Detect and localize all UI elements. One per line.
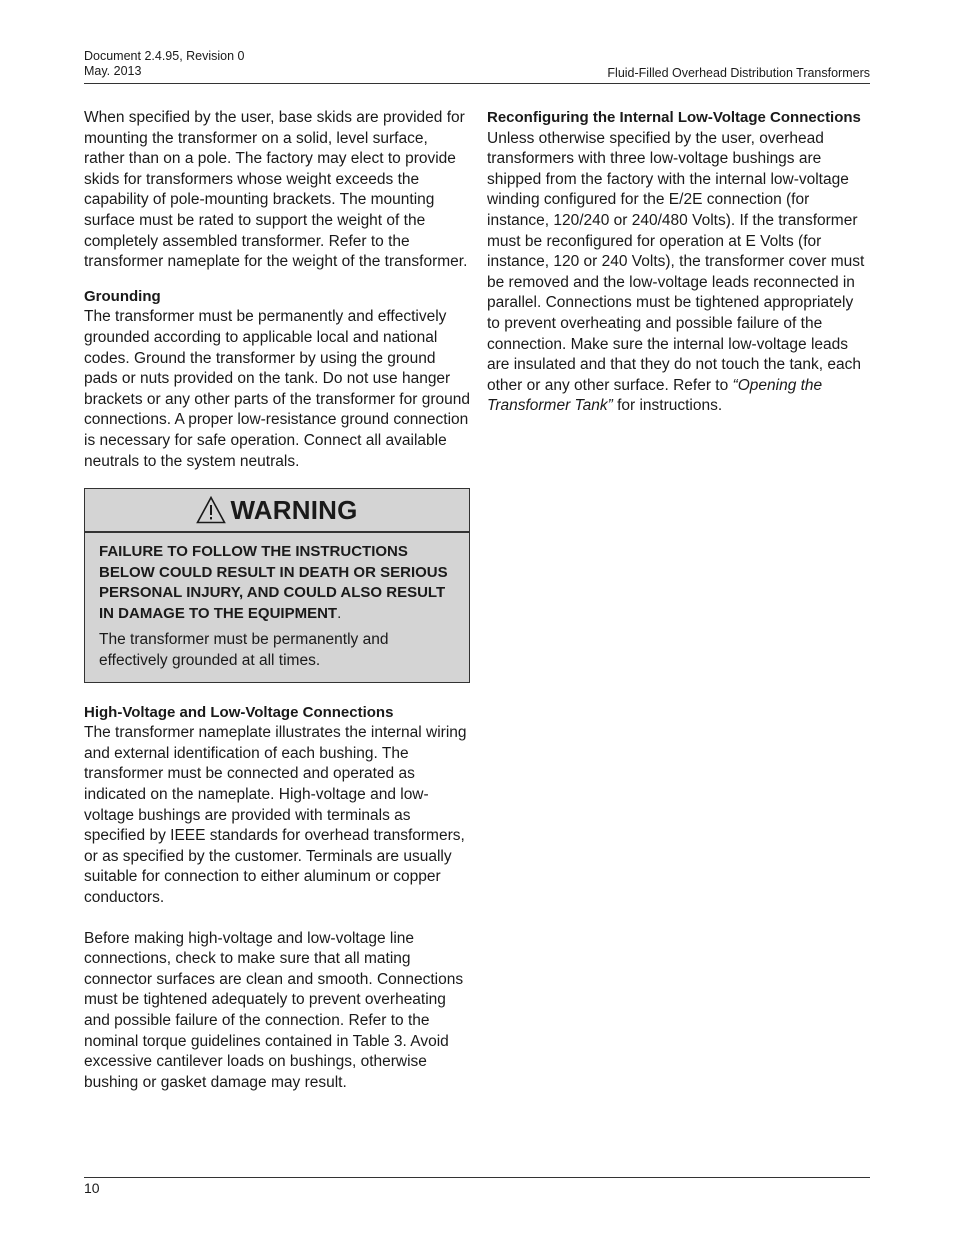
skids-paragraph: When specified by the user, base skids are provided for mounting the transformer on a solid, level surface, rather than on a pole. The factory may elect to provide skids for transformers whose weight exceeds the capability of pole-mounting brackets. The mounting surface must be rated to support the weight of the completely assembled transformer. Refer to the transformer nameplate for the weight of the transformer. <box>84 109 468 271</box>
grounding-heading: Grounding <box>84 287 161 305</box>
warning-box <box>84 488 470 683</box>
hv-lv-paragraph-2: Before making high-voltage and low-voltage line connections, check to make sure that all mating connector surfaces are clean and smooth. Connections must be tightened adequately to prevent overheating and possible failure of the connection. Refer to the nominal torque guidelines contained in Table 3. Avoid excessive cantilever loads on bushings, otherwise bushing or gasket damage may result. <box>84 929 464 1091</box>
reconfig-text: Unless otherwise specified by the user, overhead transformers with three low-voltage bushings are shipped from the factory with the internal low-voltage winding configured for the E/2E connection (for instance, 120/240 or 240/480 Volts). If the transformer must be reconfigured for operation at E Volts (for instance, 120 or 240 Volts), the transformer cover must be removed and the low-voltage leads reconnected in parallel. Connections must be tightened appropriately to prevent overheating and possible failure of the connection. Make sure the internal low-voltage leads are insulated and that they do not touch the tank, each other or any other surface. Refer to <box>487 129 865 394</box>
hv-lv-paragraph-1: The transformer nameplate illustrates the internal wiring and external identification of each bushing. The transformer must be connected and operated as indicated on the nameplate. High-voltage and low-voltage bushings are provided with terminals as specified by IEEE standards for overhead transformers, or as specified by the customer. Terminals are usually suitable for connection to either aluminum or copper conductors. <box>84 724 467 906</box>
reconfig-heading: Reconfiguring the Internal Low-Voltage Connections <box>487 109 861 126</box>
reconfig-end: for instructions. <box>612 397 723 415</box>
reconfig-reference: “Opening the Transformer Tank” <box>487 376 823 415</box>
reconfig-paragraph <box>487 129 870 417</box>
page-header <box>84 49 870 84</box>
document-date: May. 2013 <box>84 64 142 78</box>
left-column <box>84 108 470 1093</box>
warning-icon <box>196 496 226 524</box>
warning-statement-period: . <box>337 604 342 622</box>
right-column <box>487 108 870 417</box>
header-left <box>84 49 245 79</box>
warning-statement-text: FAILURE TO FOLLOW THE INSTRUCTIONS BELOW COULD RESULT IN DEATH OR SERIOUS PERSONAL INJURY, AND COULD ALSO RESULT IN DAMAGE TO THE EQUIPMENT <box>99 543 448 622</box>
hv-lv-heading: High-Voltage and Low-Voltage Connections <box>84 703 394 721</box>
warning-title: WARNING <box>230 494 358 525</box>
document-id: Document 2.4.95, Revision 0 <box>84 49 245 63</box>
warning-title-bar <box>85 489 469 533</box>
warning-note: The transformer must be permanently and effectively grounded at all times. <box>99 631 389 670</box>
warning-body <box>85 533 469 682</box>
document-title: Fluid-Filled Overhead Distribution Transformers <box>607 66 870 80</box>
page-footer <box>84 1177 870 1196</box>
page-number: 10 <box>84 1180 100 1196</box>
grounding-paragraph: The transformer must be permanently and effectively grounded according to applicable local and national codes. Ground the transformer by using the ground pads or nuts provided on the tank. Do not use hanger brackets or any other parts of the transformer for ground connections. A proper low-resistance ground connection is necessary for safe operation. Connect all available neutrals to the system neutrals. <box>84 308 470 470</box>
warning-statement <box>99 542 455 624</box>
